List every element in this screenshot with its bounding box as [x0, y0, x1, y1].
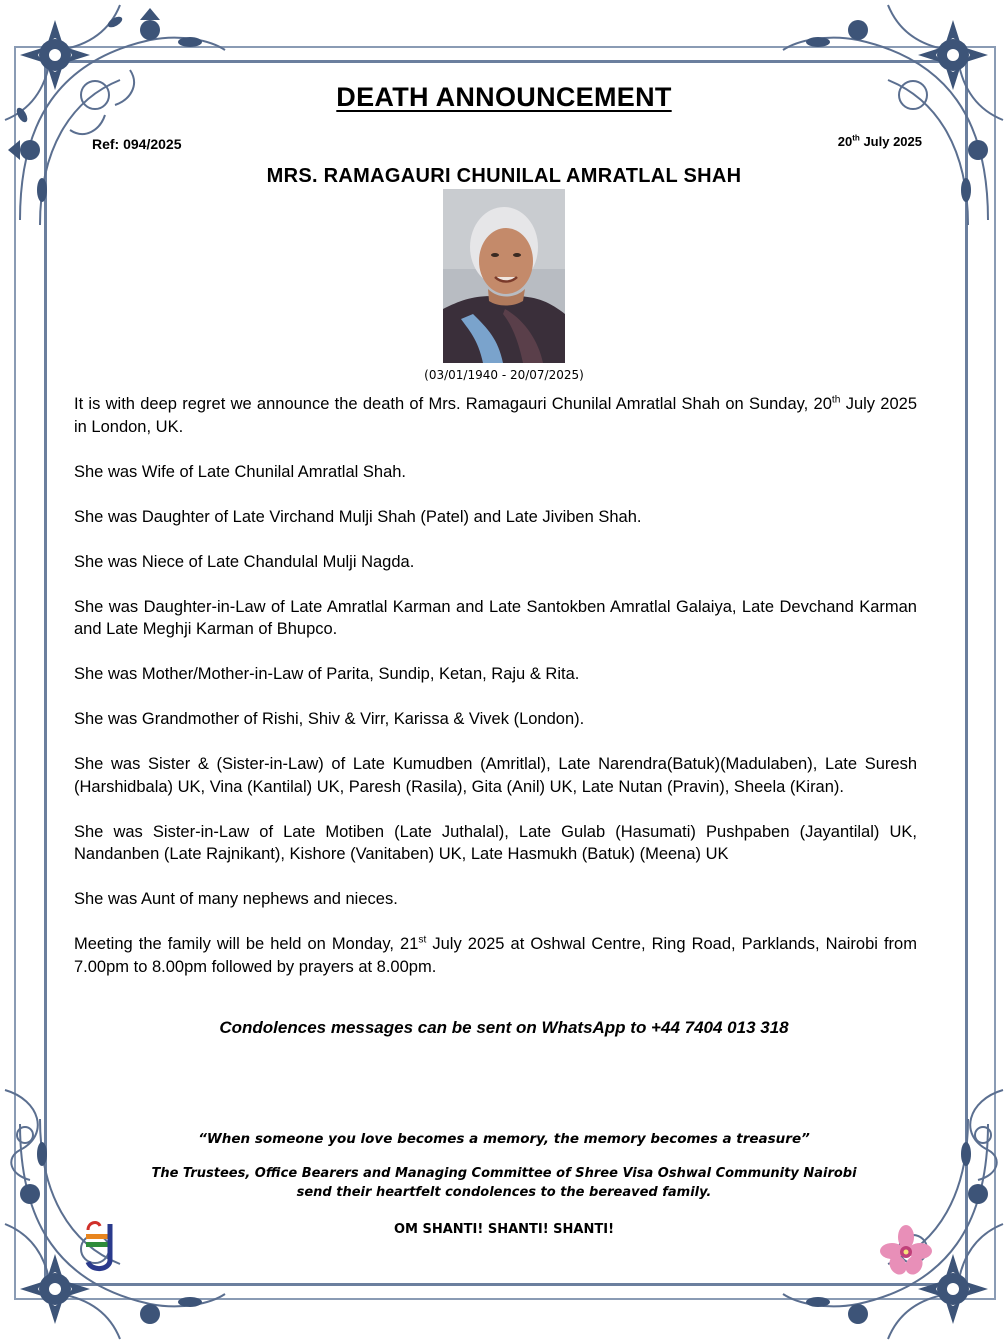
orchid-flower-icon	[880, 1225, 932, 1277]
paragraph-niece: She was Niece of Late Chandulal Mulji Nagda.	[74, 552, 415, 571]
paragraph-aunt: She was Aunt of many nephews and nieces.	[74, 890, 398, 908]
corner-ornament-top-right	[778, 0, 1008, 230]
announcement-date: 20th July 2025	[837, 133, 922, 149]
paragraph-daughter-in-law: She was Daughter-in-Law of Late Amratlal Karman and Late Santokben Amratlal Galaiya, Late Devchand Karman and Late Meghji Karman of Bhupco.	[74, 597, 917, 638]
deceased-name: MRS. RAMAGAURI CHUNILAL AMRATLAL SHAH	[266, 165, 742, 187]
trustees-line-2: send their heartfelt condolences to the bereaved family.	[296, 1185, 712, 1200]
reference-number: Ref: 094/2025	[92, 136, 182, 152]
page-title: DEATH ANNOUNCEMENT	[336, 82, 672, 112]
condolences-contact: Condolences messages can be sent on WhatsApp to +44 7404 013 318	[219, 1018, 789, 1037]
paragraph-daughter: She was Daughter of Late Virchand Mulji Shah (Patel) and Late Jiviben Shah.	[74, 507, 642, 526]
trustees-line-1: The Trustees, Office Bearers and Managing Committee of Shree Visa Oshwal Community Nairobi	[151, 1166, 857, 1181]
closing-prayer: OM SHANTI! SHANTI! SHANTI!	[393, 1222, 615, 1237]
trustees-message	[0, 1164, 1008, 1202]
community-logo	[80, 1216, 120, 1276]
paragraph-meeting: Meeting the family will be held on Monday, 21st July 2025 at Oshwal Centre, Ring Road, Parklands, Nairobi from 7.00pm to 8.00pm followed by prayers at 8.00pm.	[74, 934, 917, 976]
paragraph-death-notice: It is with deep regret we announce the death of Mrs. Ramagauri Chunilal Amratlal Shah on Sunday, 20th July 2025 in London, UK.	[74, 394, 918, 436]
paragraph-grandmother: She was Grandmother of Rishi, Shiv & Virr, Karissa & Vivek (London).	[74, 710, 585, 728]
corner-ornament-top-left	[0, 0, 230, 230]
memorial-quote: “When someone you love becomes a memory, the memory becomes a treasure”	[198, 1131, 810, 1147]
paragraph-sister: She was Sister & (Sister-in-Law) of Late Kumudben (Amritlal), Late Narendra(Batuk)(Madulaben), Late Suresh (Harshidbala) UK, Vina (Kantilal) UK, Paresh (Rasila), Gita (Anil) UK, Late Nutan (Pravin), Sheela (Kiran).	[74, 755, 917, 796]
paragraph-wife: She was Wife of Late Chunilal Amratlal Shah.	[74, 462, 407, 481]
portrait-photo	[443, 189, 565, 363]
paragraph-sister-in-law: She was Sister-in-Law of Late Motiben (Late Juthalal), Late Gulab (Hasumati) Pushpaben (Jayantilal) UK, Nandanben (Late Rajnikant), Kishore (Vanitaben) UK, Late Hasmukh (Batuk) (Meena) UK	[74, 822, 917, 863]
announcement-body	[74, 393, 917, 1001]
lifespan-dates: (03/01/1940 - 20/07/2025)	[424, 368, 584, 382]
paragraph-mother: She was Mother/Mother-in-Law of Parita, Sundip, Ketan, Raju & Rita.	[74, 665, 580, 683]
